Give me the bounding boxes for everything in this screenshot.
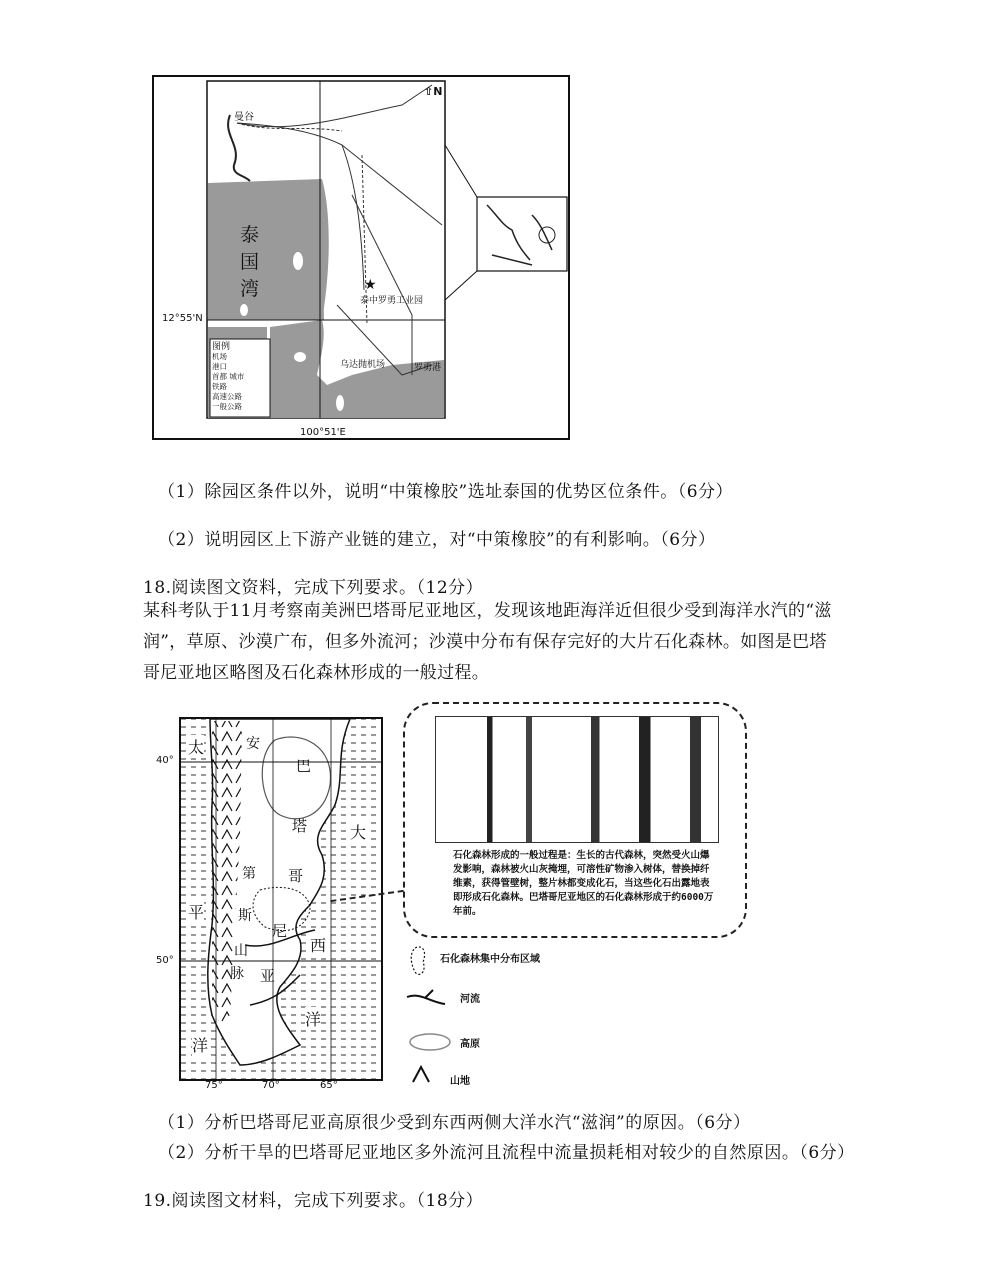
forest-zone-icon xyxy=(411,947,424,974)
andes-3: 斯 xyxy=(238,908,252,924)
river-icon xyxy=(407,990,445,1004)
north-arrow-icon: ⇧ xyxy=(424,85,434,98)
pacific-1: 太 xyxy=(188,735,204,758)
lon-75: 75° xyxy=(205,1080,223,1091)
lon-65: 65° xyxy=(320,1080,338,1091)
label-gulf-1: 泰 xyxy=(240,224,260,246)
petrified-forest-photo xyxy=(435,716,719,843)
q17-sub2: （2）说明园区上下游产业链的建立，对“中策橡胶”的有利影响。（6分） xyxy=(158,530,716,550)
label-gulf-3: 湾 xyxy=(240,278,260,300)
lat-40: 40° xyxy=(156,755,174,766)
andes-4: 山 xyxy=(234,943,248,959)
legend-title: 图例 xyxy=(212,342,231,352)
q18-sub2: （2）分析干旱的巴塔哥尼亚地区多外流河且流程中流量损耗相对较少的自然原因。（6分） xyxy=(158,1143,855,1163)
andes-1: 安 xyxy=(246,736,260,752)
patagonia-4: 尼 xyxy=(272,922,288,940)
andes-5: 脉 xyxy=(230,966,244,982)
label-lat: 12°55'N xyxy=(162,313,203,324)
label-lon: 100°51'E xyxy=(300,427,346,438)
atlantic-1: 大 xyxy=(350,820,366,843)
patagonia-3: 哥 xyxy=(288,867,304,885)
legend-item: 机场 xyxy=(212,352,227,361)
label-bangkok: 曼谷 xyxy=(234,112,254,123)
legend-river: 河流 xyxy=(460,994,480,1005)
q18-paragraph: 某科考队于11月考察南美洲巴塔哥尼亚地区，发现该地距海洋近但很少受到海洋水汽的“滋润”，草原、沙漠广布，但多外流河；沙漠中分布有保存完好的大片石化森林。如图是巴塔哥尼亚地区略图及石化森林形成的一般过程。 xyxy=(143,601,832,683)
legend-item: 首都 城市 xyxy=(212,372,245,381)
callout-caption: 石化森林形成的一般过程是：生长的古代森林，突然受火山爆发影响，森林被火山灰掩埋，可溶性矿物渗入树体，替换掉纤维素，获得管壁树，整片林都变成化石，当这些化石出露地表即形成石化森林。巴塔哥尼亚地区的石化森林形成于约6000万年前。 xyxy=(453,850,714,917)
q17-sub1: （1）除园区条件以外，说明“中策橡胶”选址泰国的优势区位条件。（6分） xyxy=(158,482,734,502)
atlantic-3: 洋 xyxy=(305,1007,321,1030)
legend-item: 一般公路 xyxy=(212,402,242,411)
label-industrial-park: 泰中罗勇工业园 xyxy=(360,296,424,306)
map1-legend xyxy=(212,342,270,412)
atlantic-2: 西 xyxy=(310,933,326,956)
patagonia-legend xyxy=(405,942,605,1092)
label-port: 罗勇港 xyxy=(414,363,442,373)
patagonia-2: 塔 xyxy=(292,817,308,835)
legend-plateau: 高原 xyxy=(460,1039,480,1050)
svg-text:★: ★ xyxy=(364,277,377,293)
thailand-map xyxy=(152,75,570,440)
mountain-icon xyxy=(413,1067,429,1082)
label-airport: 乌达抛机场 xyxy=(340,360,386,370)
label-gulf-2: 国 xyxy=(240,251,260,273)
legend-forest: 石化森林集中分布区域 xyxy=(440,954,540,965)
q18-sub1: （1）分析巴塔哥尼亚高原很少受到东西两侧大洋水汽“滋润”的原因。（6分） xyxy=(158,1113,751,1133)
lat-50: 50° xyxy=(156,955,174,966)
andes-2: 第 xyxy=(242,866,256,882)
legend-item: 港口 xyxy=(212,362,227,371)
q18-heading: 18.阅读图文资料，完成下列要求。（12分） xyxy=(143,578,484,598)
legend-mountain: 山地 xyxy=(450,1076,470,1087)
patagonia-map-svg xyxy=(150,715,390,1095)
legend-item: 铁路 xyxy=(212,382,227,391)
patagonia-1: 巴 xyxy=(296,757,312,775)
lon-70: 70° xyxy=(262,1080,280,1091)
patagonia-map xyxy=(150,715,390,1095)
plateau-icon xyxy=(410,1034,450,1050)
forest-callout xyxy=(403,702,747,938)
pacific-3: 洋 xyxy=(192,1033,208,1056)
q19-heading: 19.阅读图文材料，完成下列要求。（18分） xyxy=(143,1191,484,1211)
pacific-2: 平 xyxy=(188,900,204,923)
legend-item: 高速公路 xyxy=(212,392,242,401)
north-arrow: ⇧N xyxy=(424,85,443,98)
patagonia-5: 亚 xyxy=(260,967,276,985)
